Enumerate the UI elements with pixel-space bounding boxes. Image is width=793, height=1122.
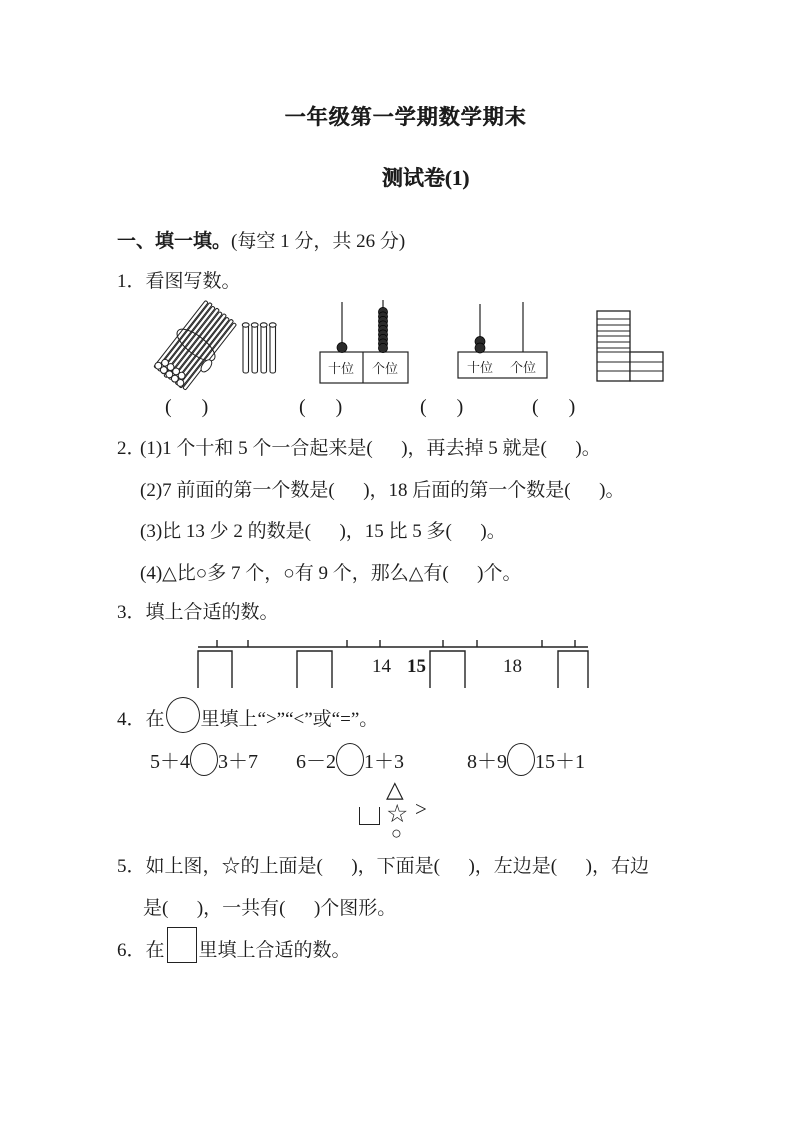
beads (475, 337, 485, 354)
ones-place-label: 个位 (509, 360, 537, 375)
q4-label (117, 697, 378, 732)
comparison-3 (467, 743, 585, 775)
square-shape (359, 807, 380, 825)
comparison-left: 5＋4 (150, 751, 190, 773)
compare-circle (507, 743, 535, 776)
q5-line-2: 是( )，一共有( )个图形。 (143, 898, 397, 919)
greater-than-shape: > (415, 797, 427, 821)
answer-boxes (198, 651, 588, 688)
section-heading-title: 一、填一填。 (117, 231, 232, 252)
tens-place-label: 十位 (327, 361, 355, 376)
fill-number-box (167, 927, 197, 963)
q1-label: 1．看图写数。 (117, 271, 241, 292)
stick-bundle (151, 300, 242, 395)
q1-answer-blank: ( ) (420, 396, 464, 418)
q3-label: 3．填上合适的数。 (117, 602, 279, 623)
comparison-1 (150, 743, 258, 775)
number-line-figure (195, 640, 595, 692)
abacus-figure-1 (318, 296, 414, 388)
bottom-right-block (630, 352, 663, 381)
q2-line-2: (2)7 前面的第一个数是( )，18 后面的第一个数是( )。 (140, 480, 625, 501)
star-shape: ☆ (386, 801, 409, 828)
q1-answer-blank: ( ) (299, 396, 343, 418)
comparison-left: 6－2 (296, 751, 336, 773)
q2-number: 2． (117, 438, 146, 459)
tens-place-label: 十位 (466, 360, 494, 375)
comparison-right: 3＋7 (218, 751, 258, 773)
comparison-right: 1＋3 (364, 751, 404, 773)
ones-place-label: 个位 (371, 361, 399, 376)
sticks-figure (150, 300, 295, 396)
beads (337, 307, 388, 352)
q4-suffix: 里填上“>”“<”或“=”。 (200, 709, 379, 730)
comparison-2 (296, 743, 404, 775)
blocks-figure (595, 305, 667, 389)
q4-prefix: 4．在 (117, 709, 165, 730)
page-subtitle: 测试卷(1) (381, 166, 470, 190)
q5-line-1: 5．如上图，☆的上面是( )，下面是( )，左边是( )，右边 (117, 856, 649, 877)
comparison-right: 15＋1 (535, 751, 585, 773)
single-sticks (242, 323, 276, 373)
circle-shape: ○ (391, 823, 402, 843)
q2-line-1: (1)1 个十和 5 个一合起来是( )，再去掉 5 就是( )。 (140, 438, 601, 459)
section-heading (117, 230, 405, 254)
number-line-value-15: 15 (407, 656, 426, 677)
page-title: 一年级第一学期数学期末 (284, 105, 527, 129)
q1-answer-blank: ( ) (165, 396, 209, 418)
number-line-value-14: 14 (372, 656, 391, 677)
compare-circle (166, 697, 200, 733)
triangle-shape: △ (386, 777, 404, 802)
q6-label (117, 927, 351, 963)
section-heading-note: (每空 1 分，共 26 分) (231, 231, 406, 252)
q6-suffix: 里填上合适的数。 (198, 940, 351, 961)
q1-answer-blank: ( ) (532, 396, 576, 418)
compare-circle (336, 743, 364, 776)
q2-line-3: (3)比 13 少 2 的数是( )，15 比 5 多( )。 (140, 521, 506, 542)
compare-circle (190, 743, 218, 776)
abacus-figure-2 (455, 296, 551, 384)
q2-line-4: (4)△比○多 7 个，○有 9 个，那么△有( )个。 (140, 563, 522, 584)
number-line-value-18: 18 (503, 656, 522, 677)
q6-prefix: 6．在 (117, 940, 165, 961)
comparison-left: 8＋9 (467, 751, 507, 773)
